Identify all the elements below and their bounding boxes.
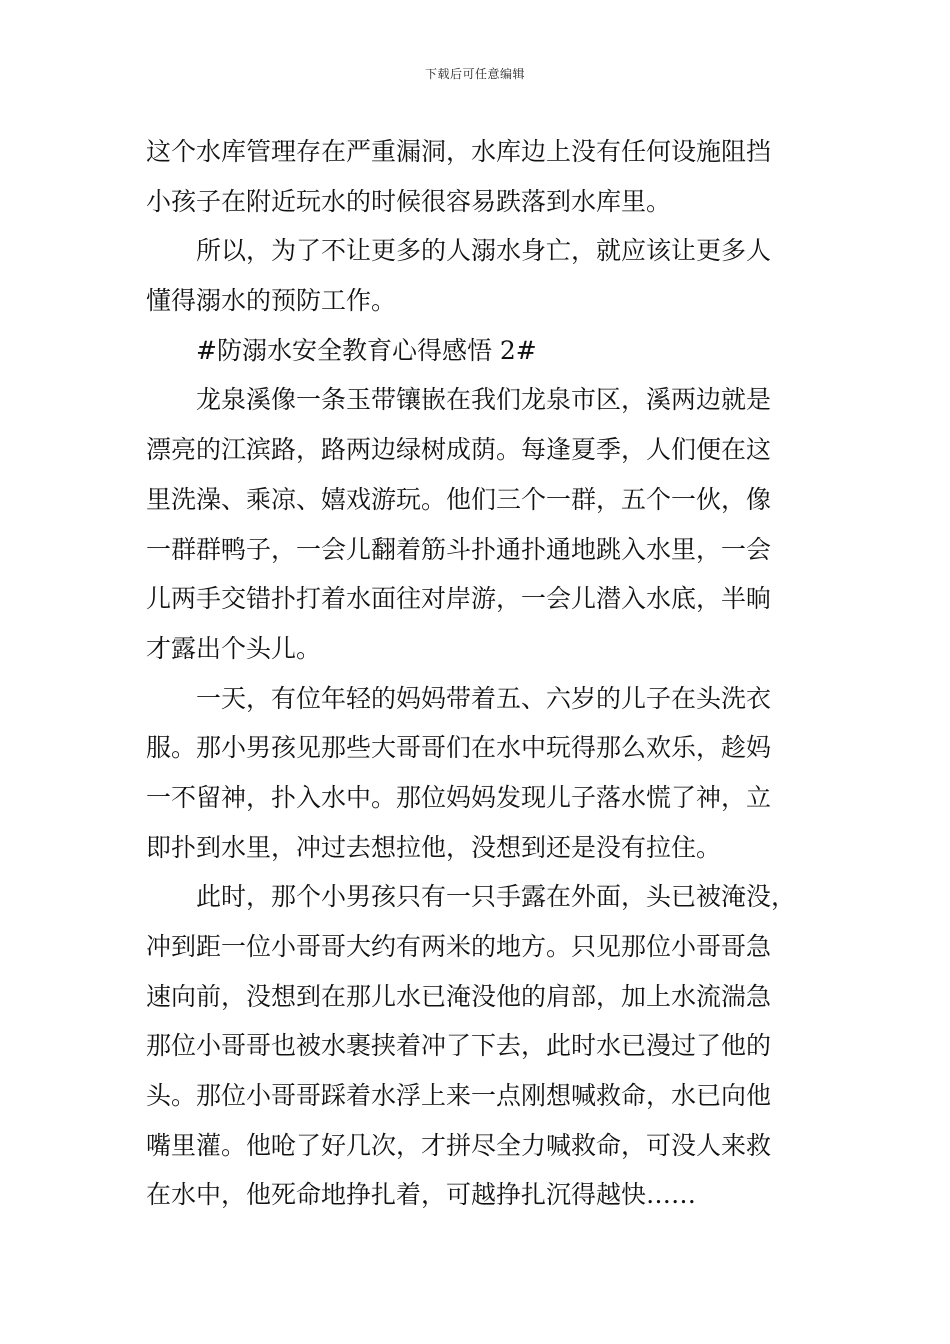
text-line: 儿两手交错扑打着水面往对岸游，一会儿潜入水底，半晌: [146, 584, 772, 614]
text-line: 里洗澡、乘凉、嬉戏游玩。他们三个一群，五个一伙，像: [146, 484, 772, 514]
text-line: 漂亮的江滨路，路两边绿树成荫。每逢夏季，人们便在这: [146, 435, 772, 465]
text-line: 这个水库管理存在严重漏洞，水库边上没有任何设施阻挡: [146, 137, 772, 166]
text-line: 一天，有位年轻的妈妈带着五、六岁的儿子在头洗衣: [196, 683, 772, 713]
text-line: 懂得溺水的预防工作。: [146, 286, 397, 316]
text-line: 才露出个头儿。: [146, 633, 322, 663]
text-line: 一群群鸭子，一会儿翻着筋斗扑通扑通地跳入水里，一会: [146, 534, 772, 564]
section-heading: #防溺水安全教育心得感悟 2#: [196, 335, 537, 365]
page-header: 下载后可任意编辑: [424, 67, 525, 81]
text-line: 在水中，他死命地挣扎着，可越挣扎沉得越快……: [146, 1180, 697, 1210]
text-line: 龙泉溪像一条玉带镶嵌在我们龙泉市区，溪两边就是: [196, 385, 772, 415]
text-line: 头。那位小哥哥踩着水浮上来一点刚想喊救命，水已向他: [146, 1081, 772, 1111]
text-line: 那位小哥哥也被水裹挟着冲了下去，此时水已漫过了他的: [146, 1031, 772, 1061]
text-line: 所以，为了不让更多的人溺水身亡，就应该让更多人: [196, 236, 772, 266]
text-line: 嘴里灌。他呛了好几次，才拼尽全力喊救命，可没人来救: [146, 1130, 772, 1160]
document-body: [146, 127, 836, 1220]
text-line: 一不留神，扑入水中。那位妈妈发现儿子落水慌了神，立: [146, 782, 772, 812]
text-line: 即扑到水里，冲过去想拉他，没想到还是没有拉住。: [146, 832, 722, 862]
text-line: 此时，那个小男孩只有一只手露在外面，头已被淹没，: [196, 882, 797, 912]
text-line: 冲到距一位小哥哥大约有两米的地方。只见那位小哥哥急: [146, 932, 772, 961]
text-line: 速向前，没想到在那儿水已淹没他的肩部，加上水流湍急: [146, 981, 772, 1011]
text-line: 服。那小男孩见那些大哥哥们在水中玩得那么欢乐，趁妈: [146, 733, 772, 763]
text-line: 小孩子在附近玩水的时候很容易跌落到水库里。: [146, 186, 672, 216]
